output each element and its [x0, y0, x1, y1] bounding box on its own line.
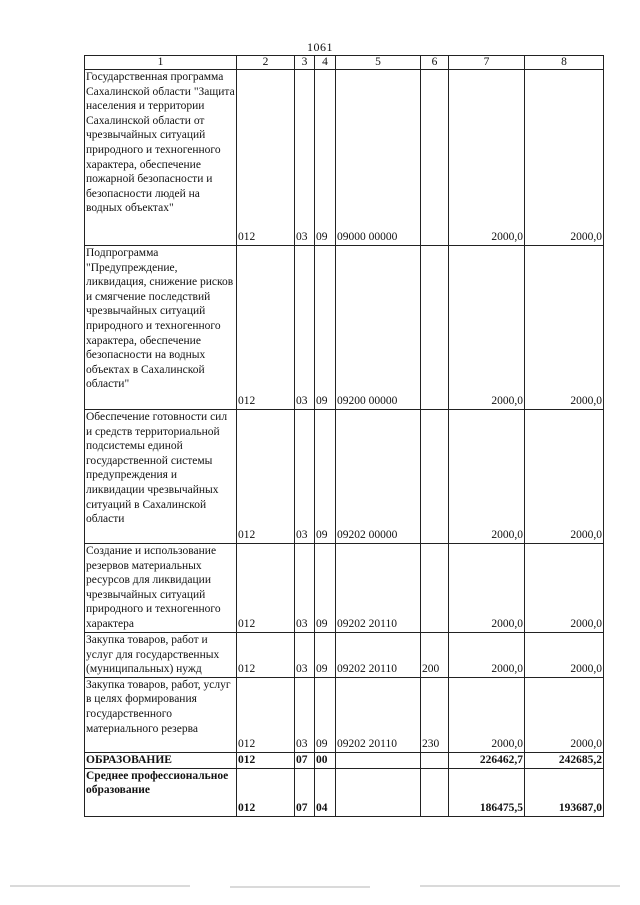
row-name: Государственная программа Сахалинской области "Защита населения и территории Сахалинской области от чрезвычайных ситуаций природного и техногенного характера, обеспечение пожарной безопасности и безопасности людей на водных объектах" — [85, 70, 237, 246]
row-expense-type: 230 — [421, 677, 449, 752]
row-subsection-code: 00 — [315, 752, 336, 768]
row-subsection-code: 09 — [315, 544, 336, 633]
row-target-code: 09202 20110 — [336, 677, 421, 752]
column-header: 4 — [315, 56, 336, 70]
page-number: 1061 — [307, 40, 333, 54]
row-name: Среднее профессиональное образование — [85, 768, 237, 816]
row-section-code: 07 — [295, 752, 315, 768]
row-amount-col7: 226462,7 — [449, 752, 525, 768]
row-amount-col7: 2000,0 — [449, 633, 525, 678]
column-header: 5 — [336, 56, 421, 70]
row-expense-type — [421, 246, 449, 410]
row-amount-col7: 2000,0 — [449, 544, 525, 633]
row-expense-type — [421, 544, 449, 633]
row-amount-col7: 186475,5 — [449, 768, 525, 816]
row-amount-col8: 2000,0 — [525, 246, 604, 410]
row-ministry-code: 012 — [237, 70, 295, 246]
table-row — [85, 633, 604, 678]
row-amount-col7: 2000,0 — [449, 246, 525, 410]
row-name: Закупка товаров, работ, услуг в целях формирования государственного материального резерва — [85, 677, 237, 752]
table-row — [85, 410, 604, 544]
table-row — [85, 70, 604, 246]
row-section-code: 03 — [295, 70, 315, 246]
column-header: 7 — [449, 56, 525, 70]
row-expense-type — [421, 752, 449, 768]
row-subsection-code: 04 — [315, 768, 336, 816]
budget-table — [84, 55, 604, 817]
row-ministry-code: 012 — [237, 410, 295, 544]
row-target-code — [336, 768, 421, 816]
row-subsection-code: 09 — [315, 410, 336, 544]
table-row — [85, 544, 604, 633]
row-subsection-code: 09 — [315, 246, 336, 410]
row-subsection-code: 09 — [315, 633, 336, 678]
table-row — [85, 246, 604, 410]
row-section-code: 03 — [295, 677, 315, 752]
row-amount-col8: 242685,2 — [525, 752, 604, 768]
row-name: Подпрограмма "Предупреждение, ликвидация, снижение рисков и смягчение последствий чрезвычайных ситуаций природного и техногенного характера, обеспечение безопасности на водных объектах в Сахалинской области" — [85, 246, 237, 410]
row-amount-col7: 2000,0 — [449, 70, 525, 246]
row-expense-type: 200 — [421, 633, 449, 678]
scan-noise — [230, 886, 370, 888]
row-target-code: 09200 00000 — [336, 246, 421, 410]
row-section-code: 03 — [295, 544, 315, 633]
row-target-code: 09202 20110 — [336, 544, 421, 633]
row-amount-col8: 2000,0 — [525, 410, 604, 544]
row-section-code: 03 — [295, 633, 315, 678]
row-ministry-code: 012 — [237, 633, 295, 678]
row-amount-col7: 2000,0 — [449, 677, 525, 752]
table-row — [85, 752, 604, 768]
row-target-code: 09202 20110 — [336, 633, 421, 678]
row-ministry-code: 012 — [237, 768, 295, 816]
column-header: 3 — [295, 56, 315, 70]
row-ministry-code: 012 — [237, 677, 295, 752]
table-header-row — [85, 56, 604, 70]
row-ministry-code: 012 — [237, 544, 295, 633]
row-section-code: 03 — [295, 410, 315, 544]
row-target-code: 09202 00000 — [336, 410, 421, 544]
column-header: 1 — [85, 56, 237, 70]
scan-noise — [10, 885, 190, 887]
row-subsection-code: 09 — [315, 677, 336, 752]
row-amount-col8: 2000,0 — [525, 70, 604, 246]
row-amount-col8: 193687,0 — [525, 768, 604, 816]
row-name: ОБРАЗОВАНИЕ — [85, 752, 237, 768]
column-header: 2 — [237, 56, 295, 70]
row-name: Закупка товаров, работ и услуг для государственных (муниципальных) нужд — [85, 633, 237, 678]
row-expense-type — [421, 768, 449, 816]
row-amount-col8: 2000,0 — [525, 544, 604, 633]
row-name: Обеспечение готовности сил и средств территориальной подсистемы единой государственной системы предупреждения и ликвидации чрезвычайных ситуаций в Сахалинской области — [85, 410, 237, 544]
column-header: 6 — [421, 56, 449, 70]
row-expense-type — [421, 70, 449, 246]
table-row — [85, 677, 604, 752]
row-target-code — [336, 752, 421, 768]
row-expense-type — [421, 410, 449, 544]
table-row — [85, 768, 604, 816]
row-amount-col8: 2000,0 — [525, 633, 604, 678]
row-subsection-code: 09 — [315, 70, 336, 246]
column-header: 8 — [525, 56, 604, 70]
scan-noise — [420, 885, 620, 887]
row-section-code: 07 — [295, 768, 315, 816]
row-amount-col8: 2000,0 — [525, 677, 604, 752]
row-target-code: 09000 00000 — [336, 70, 421, 246]
row-section-code: 03 — [295, 246, 315, 410]
row-ministry-code: 012 — [237, 752, 295, 768]
row-name: Создание и использование резервов материальных ресурсов для ликвидации чрезвычайных ситуаций природного и техногенного характера — [85, 544, 237, 633]
row-amount-col7: 2000,0 — [449, 410, 525, 544]
row-ministry-code: 012 — [237, 246, 295, 410]
